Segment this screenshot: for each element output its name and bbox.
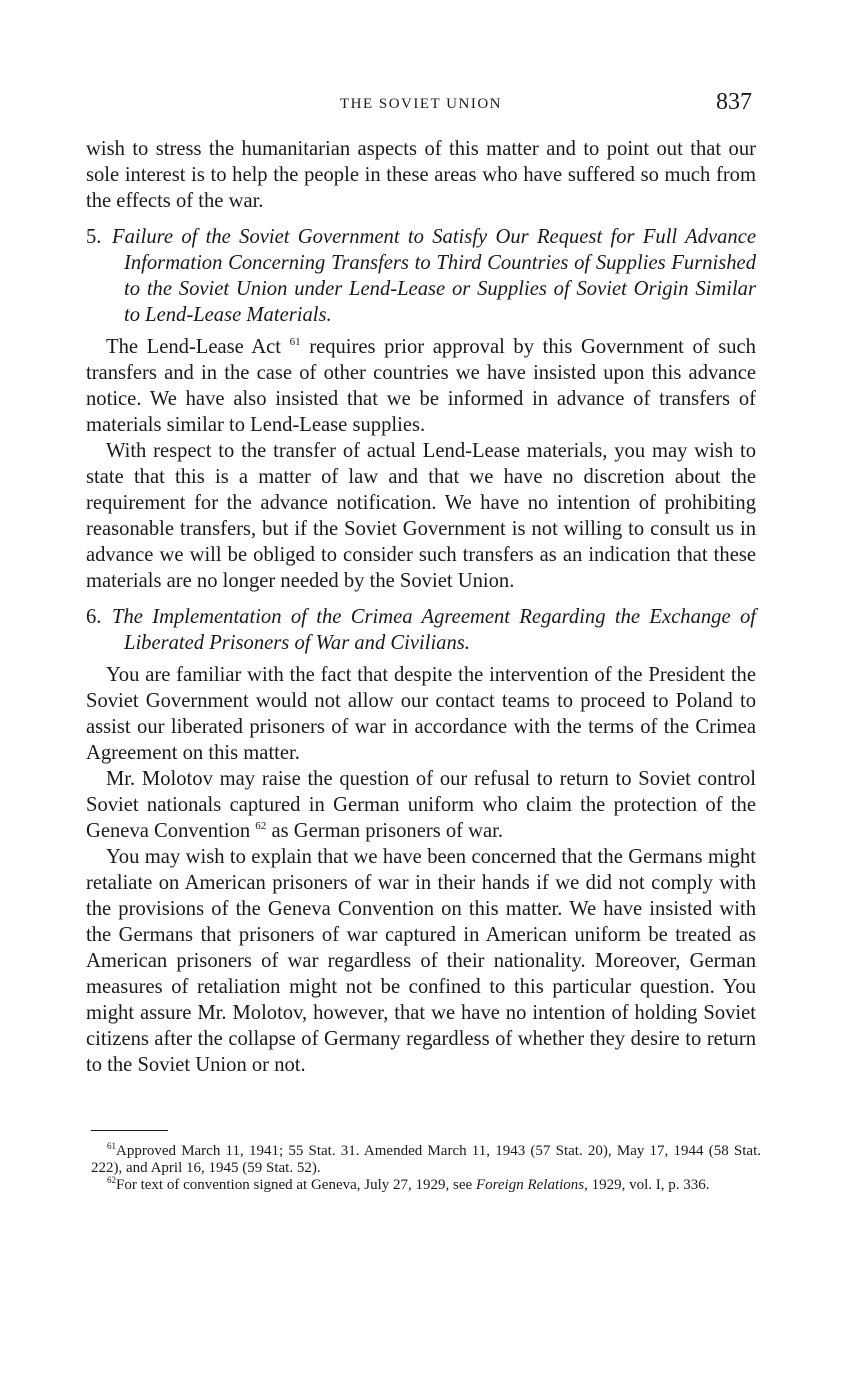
running-head: THE SOVIET UNION xyxy=(339,96,503,112)
footnote-text: Approved March 11, 1941; 55 Stat. 31. Amended March 11, 1943 (57 Stat. 20), May 17, 1944 (58 Stat. 222), and April 16, 1945 (59 Stat. 52). xyxy=(91,1143,761,1176)
footnote-text: For text of convention signed at Geneva, July 27, 1929, see xyxy=(116,1177,476,1193)
body-text xyxy=(86,136,756,1078)
footnote-citation-title: Foreign Relations xyxy=(475,1177,585,1193)
paragraph-text: The Lend-Lease Act xyxy=(106,336,281,358)
section-number: 6. xyxy=(86,606,102,628)
footnote-62 xyxy=(91,1177,761,1194)
section-title: The Implementation of the Crimea Agreement Regarding the Exchange of Liberated Prisoners of War and Civilians. xyxy=(112,606,756,654)
paragraph-text: Mr. Molotov may raise the question of our refusal to return to Soviet control Soviet nationals captured in German uniform who claim the protection of the Geneva Convention xyxy=(86,768,756,842)
paragraph-lend-lease-act xyxy=(86,334,756,438)
footnote-ref-62[interactable]: 62 xyxy=(255,820,267,832)
paragraph-continuation: wish to stress the humanitarian aspects of this matter and to point out that our sole interest is to help the people in these areas who have suffered so much from the effects of the war. xyxy=(86,138,756,212)
page-header xyxy=(86,89,756,119)
section-number: 5. xyxy=(86,226,102,248)
paragraph-retaliation: You may wish to explain that we have been concerned that the Germans might retaliate on American prisoners of war in their hands if we did not comply with the provisions of the Geneva Convention on this matter. We have insisted with the Germans that prisoners of war captured in American uniform be treated as American prisoners of war regardless of their nationality. Moreover, German measures of retaliation might not be confined to this particular question. You might assure Mr. Molotov, however, that we have no intention of holding Soviet citizens after the collapse of Germany regardless of whether they desire to return to the Soviet Union or not. xyxy=(86,846,756,1076)
footnote-61 xyxy=(91,1143,761,1177)
paragraph-molotov xyxy=(86,766,756,844)
footnote-ref-61[interactable]: 61 xyxy=(289,336,301,348)
paragraph-text: as German prisoners of war. xyxy=(266,820,504,842)
footnote-mark: 61 xyxy=(107,1141,116,1151)
page-number: 837 xyxy=(716,89,752,115)
paragraph-text: requires prior approval by this Government of such transfers and in the case of other countries we have insisted upon this advance notice. We have also insisted that we be informed in advance of transfers of materials similar to Lend-Lease supplies. xyxy=(86,336,756,436)
paragraph-contact-teams: You are familiar with the fact that despite the intervention of the President the Soviet Government would not allow our contact teams to proceed to Poland to assist our liberated prisoners of war in accordance with the terms of the Crimea Agreement on this matter. xyxy=(86,664,756,764)
section-heading-5 xyxy=(86,224,756,328)
footnote-divider xyxy=(91,1130,168,1131)
paragraph-transfers: With respect to the transfer of actual Lend-Lease materials, you may wish to state that this is a matter of law and that we have no discretion about the requirement for the advance notification. We have no intention of prohibiting reasonable transfers, but if the Soviet Government is not willing to consult us in advance we will be obliged to consider such transfers as an indication that these materials are no longer needed by the Soviet Union. xyxy=(86,440,756,592)
footnotes xyxy=(91,1143,761,1194)
footnote-mark: 62 xyxy=(107,1175,116,1185)
footnote-text: , 1929, vol. I, p. 336. xyxy=(584,1177,710,1193)
section-title: Failure of the Soviet Government to Satisfy Our Request for Full Advance Information Concerning Transfers to Third Countries of Supplies Furnished to the Soviet Union under Lend-Lease or Supplies of Soviet Origin Similar to Lend-Lease Materials. xyxy=(112,226,756,326)
section-heading-6 xyxy=(86,604,756,656)
